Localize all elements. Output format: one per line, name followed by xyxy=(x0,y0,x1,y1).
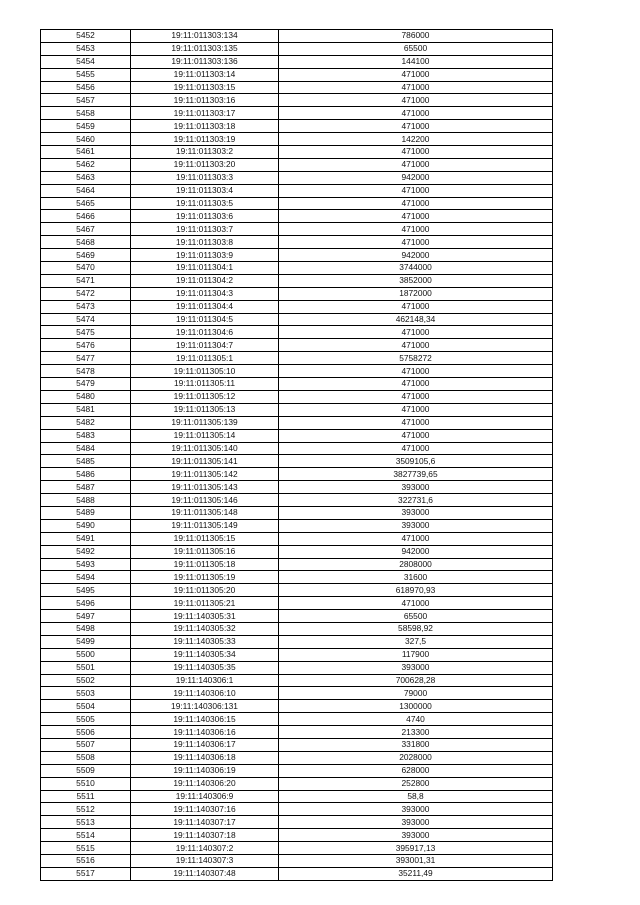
value-cell: 471000 xyxy=(279,326,553,339)
row-number-cell: 5497 xyxy=(41,610,131,623)
value-cell: 471000 xyxy=(279,197,553,210)
row-number-cell: 5461 xyxy=(41,146,131,159)
value-cell: 393000 xyxy=(279,829,553,842)
row-number-cell: 5492 xyxy=(41,545,131,558)
table-row xyxy=(41,842,553,855)
value-cell: 393000 xyxy=(279,661,553,674)
cadastral-number-cell: 19:11:011303:3 xyxy=(131,171,279,184)
table-row xyxy=(41,532,553,545)
table-row xyxy=(41,829,553,842)
cadastral-number-cell: 19:11:011303:136 xyxy=(131,55,279,68)
cadastral-number-cell: 19:11:011303:18 xyxy=(131,120,279,133)
row-number-cell: 5512 xyxy=(41,803,131,816)
row-number-cell: 5509 xyxy=(41,764,131,777)
value-cell: 65500 xyxy=(279,610,553,623)
value-cell: 471000 xyxy=(279,184,553,197)
row-number-cell: 5477 xyxy=(41,352,131,365)
value-cell: 65500 xyxy=(279,42,553,55)
row-number-cell: 5501 xyxy=(41,661,131,674)
table-row xyxy=(41,42,553,55)
cadastral-number-cell: 19:11:011305:149 xyxy=(131,519,279,532)
value-cell: 2808000 xyxy=(279,558,553,571)
data-table xyxy=(40,29,553,881)
value-cell: 471000 xyxy=(279,416,553,429)
row-number-cell: 5456 xyxy=(41,81,131,94)
table-row xyxy=(41,30,553,43)
row-number-cell: 5469 xyxy=(41,249,131,262)
table-row xyxy=(41,197,553,210)
table-row xyxy=(41,68,553,81)
row-number-cell: 5485 xyxy=(41,455,131,468)
table-row xyxy=(41,274,553,287)
table-row xyxy=(41,107,553,120)
table-row xyxy=(41,687,553,700)
cadastral-number-cell: 19:11:011305:10 xyxy=(131,365,279,378)
value-cell: 252800 xyxy=(279,777,553,790)
value-cell: 471000 xyxy=(279,300,553,313)
table-row xyxy=(41,713,553,726)
table-row xyxy=(41,249,553,262)
table-row xyxy=(41,390,553,403)
row-number-cell: 5507 xyxy=(41,738,131,751)
cadastral-number-cell: 19:11:140306:9 xyxy=(131,790,279,803)
table-row xyxy=(41,738,553,751)
value-cell: 471000 xyxy=(279,442,553,455)
table-row xyxy=(41,146,553,159)
table-row xyxy=(41,571,553,584)
value-cell: 327,5 xyxy=(279,635,553,648)
row-number-cell: 5483 xyxy=(41,429,131,442)
table-row xyxy=(41,326,553,339)
row-number-cell: 5503 xyxy=(41,687,131,700)
table-row xyxy=(41,81,553,94)
table-row xyxy=(41,867,553,880)
row-number-cell: 5467 xyxy=(41,223,131,236)
value-cell: 5758272 xyxy=(279,352,553,365)
value-cell: 1300000 xyxy=(279,700,553,713)
table-row xyxy=(41,545,553,558)
row-number-cell: 5472 xyxy=(41,287,131,300)
table-row xyxy=(41,403,553,416)
table-row xyxy=(41,777,553,790)
table-row xyxy=(41,339,553,352)
table-row xyxy=(41,416,553,429)
cadastral-number-cell: 19:11:140306:19 xyxy=(131,764,279,777)
cadastral-number-cell: 19:11:011305:14 xyxy=(131,429,279,442)
cadastral-number-cell: 19:11:140306:131 xyxy=(131,700,279,713)
value-cell: 786000 xyxy=(279,30,553,43)
value-cell: 393000 xyxy=(279,803,553,816)
table-row xyxy=(41,455,553,468)
value-cell: 471000 xyxy=(279,158,553,171)
table-row xyxy=(41,751,553,764)
value-cell: 213300 xyxy=(279,726,553,739)
table-row xyxy=(41,506,553,519)
cadastral-number-cell: 19:11:011303:134 xyxy=(131,30,279,43)
row-number-cell: 5498 xyxy=(41,622,131,635)
row-number-cell: 5488 xyxy=(41,494,131,507)
row-number-cell: 5494 xyxy=(41,571,131,584)
row-number-cell: 5458 xyxy=(41,107,131,120)
value-cell: 79000 xyxy=(279,687,553,700)
row-number-cell: 5459 xyxy=(41,120,131,133)
table-row xyxy=(41,610,553,623)
table-row xyxy=(41,158,553,171)
cadastral-number-cell: 19:11:140305:33 xyxy=(131,635,279,648)
table-row xyxy=(41,622,553,635)
row-number-cell: 5455 xyxy=(41,68,131,81)
cadastral-number-cell: 19:11:011305:148 xyxy=(131,506,279,519)
cadastral-number-cell: 19:11:011305:143 xyxy=(131,481,279,494)
cadastral-number-cell: 19:11:011304:2 xyxy=(131,274,279,287)
row-number-cell: 5487 xyxy=(41,481,131,494)
cadastral-number-cell: 19:11:140307:48 xyxy=(131,867,279,880)
value-cell: 58,8 xyxy=(279,790,553,803)
table-row xyxy=(41,236,553,249)
value-cell: 3744000 xyxy=(279,262,553,275)
cadastral-number-cell: 19:11:140306:16 xyxy=(131,726,279,739)
value-cell: 628000 xyxy=(279,764,553,777)
row-number-cell: 5482 xyxy=(41,416,131,429)
cadastral-number-cell: 19:11:140306:10 xyxy=(131,687,279,700)
cadastral-number-cell: 19:11:011303:5 xyxy=(131,197,279,210)
row-number-cell: 5471 xyxy=(41,274,131,287)
cadastral-number-cell: 19:11:011303:14 xyxy=(131,68,279,81)
value-cell: 3852000 xyxy=(279,274,553,287)
table-row xyxy=(41,365,553,378)
value-cell: 942000 xyxy=(279,249,553,262)
row-number-cell: 5460 xyxy=(41,133,131,146)
table-row xyxy=(41,855,553,868)
table-row xyxy=(41,494,553,507)
row-number-cell: 5478 xyxy=(41,365,131,378)
value-cell: 471000 xyxy=(279,120,553,133)
cadastral-number-cell: 19:11:011303:7 xyxy=(131,223,279,236)
cadastral-number-cell: 19:11:011305:21 xyxy=(131,597,279,610)
table-row xyxy=(41,597,553,610)
value-cell: 942000 xyxy=(279,545,553,558)
table-row xyxy=(41,674,553,687)
cadastral-number-cell: 19:11:011303:4 xyxy=(131,184,279,197)
value-cell: 322731,6 xyxy=(279,494,553,507)
table-row xyxy=(41,184,553,197)
table-row xyxy=(41,223,553,236)
value-cell: 471000 xyxy=(279,236,553,249)
row-number-cell: 5510 xyxy=(41,777,131,790)
cadastral-number-cell: 19:11:011305:12 xyxy=(131,390,279,403)
value-cell: 471000 xyxy=(279,223,553,236)
value-cell: 471000 xyxy=(279,390,553,403)
value-cell: 471000 xyxy=(279,68,553,81)
cadastral-number-cell: 19:11:011303:20 xyxy=(131,158,279,171)
table-row xyxy=(41,300,553,313)
value-cell: 393000 xyxy=(279,816,553,829)
cadastral-number-cell: 19:11:011304:7 xyxy=(131,339,279,352)
value-cell: 331800 xyxy=(279,738,553,751)
row-number-cell: 5484 xyxy=(41,442,131,455)
table-row xyxy=(41,120,553,133)
cadastral-number-cell: 19:11:011305:139 xyxy=(131,416,279,429)
row-number-cell: 5453 xyxy=(41,42,131,55)
table-row xyxy=(41,558,553,571)
cadastral-number-cell: 19:11:011305:142 xyxy=(131,468,279,481)
cadastral-number-cell: 19:11:011303:9 xyxy=(131,249,279,262)
table-row xyxy=(41,171,553,184)
value-cell: 393000 xyxy=(279,506,553,519)
value-cell: 393000 xyxy=(279,519,553,532)
cadastral-number-cell: 19:11:140306:18 xyxy=(131,751,279,764)
table-row xyxy=(41,635,553,648)
cadastral-number-cell: 19:11:011305:11 xyxy=(131,378,279,391)
value-cell: 462148,34 xyxy=(279,313,553,326)
value-cell: 3827739,65 xyxy=(279,468,553,481)
row-number-cell: 5452 xyxy=(41,30,131,43)
value-cell: 31600 xyxy=(279,571,553,584)
row-number-cell: 5516 xyxy=(41,855,131,868)
cadastral-number-cell: 19:11:140306:20 xyxy=(131,777,279,790)
table-row xyxy=(41,816,553,829)
cadastral-number-cell: 19:11:140305:31 xyxy=(131,610,279,623)
value-cell: 35211,49 xyxy=(279,867,553,880)
cadastral-number-cell: 19:11:011305:13 xyxy=(131,403,279,416)
row-number-cell: 5491 xyxy=(41,532,131,545)
table-row xyxy=(41,584,553,597)
value-cell: 471000 xyxy=(279,339,553,352)
table-row xyxy=(41,803,553,816)
table-row xyxy=(41,352,553,365)
value-cell: 471000 xyxy=(279,94,553,107)
row-number-cell: 5505 xyxy=(41,713,131,726)
cadastral-number-cell: 19:11:140305:35 xyxy=(131,661,279,674)
row-number-cell: 5517 xyxy=(41,867,131,880)
table-body xyxy=(41,30,553,881)
value-cell: 471000 xyxy=(279,81,553,94)
cadastral-number-cell: 19:11:140307:18 xyxy=(131,829,279,842)
value-cell: 618970,93 xyxy=(279,584,553,597)
cadastral-number-cell: 19:11:140306:15 xyxy=(131,713,279,726)
value-cell: 471000 xyxy=(279,210,553,223)
cadastral-number-cell: 19:11:140307:2 xyxy=(131,842,279,855)
table-row xyxy=(41,648,553,661)
table-row xyxy=(41,287,553,300)
table-row xyxy=(41,519,553,532)
row-number-cell: 5496 xyxy=(41,597,131,610)
cadastral-number-cell: 19:11:011304:4 xyxy=(131,300,279,313)
cadastral-number-cell: 19:11:011303:8 xyxy=(131,236,279,249)
row-number-cell: 5490 xyxy=(41,519,131,532)
table-row xyxy=(41,468,553,481)
row-number-cell: 5515 xyxy=(41,842,131,855)
value-cell: 393001,31 xyxy=(279,855,553,868)
value-cell: 942000 xyxy=(279,171,553,184)
value-cell: 2028000 xyxy=(279,751,553,764)
value-cell: 471000 xyxy=(279,146,553,159)
row-number-cell: 5511 xyxy=(41,790,131,803)
cadastral-number-cell: 19:11:011303:16 xyxy=(131,94,279,107)
cadastral-number-cell: 19:11:140305:32 xyxy=(131,622,279,635)
row-number-cell: 5473 xyxy=(41,300,131,313)
table-row xyxy=(41,133,553,146)
value-cell: 471000 xyxy=(279,378,553,391)
row-number-cell: 5466 xyxy=(41,210,131,223)
cadastral-number-cell: 19:11:011303:6 xyxy=(131,210,279,223)
cadastral-number-cell: 19:11:011303:17 xyxy=(131,107,279,120)
value-cell: 471000 xyxy=(279,365,553,378)
value-cell: 4740 xyxy=(279,713,553,726)
cadastral-number-cell: 19:11:011304:5 xyxy=(131,313,279,326)
row-number-cell: 5465 xyxy=(41,197,131,210)
value-cell: 58598,92 xyxy=(279,622,553,635)
row-number-cell: 5506 xyxy=(41,726,131,739)
row-number-cell: 5480 xyxy=(41,390,131,403)
value-cell: 471000 xyxy=(279,597,553,610)
table-row xyxy=(41,661,553,674)
row-number-cell: 5513 xyxy=(41,816,131,829)
table-row xyxy=(41,442,553,455)
cadastral-number-cell: 19:11:011304:6 xyxy=(131,326,279,339)
row-number-cell: 5499 xyxy=(41,635,131,648)
table-row xyxy=(41,378,553,391)
value-cell: 471000 xyxy=(279,403,553,416)
table-row xyxy=(41,313,553,326)
row-number-cell: 5504 xyxy=(41,700,131,713)
table-row xyxy=(41,94,553,107)
table-row xyxy=(41,481,553,494)
row-number-cell: 5462 xyxy=(41,158,131,171)
row-number-cell: 5457 xyxy=(41,94,131,107)
cadastral-number-cell: 19:11:140306:17 xyxy=(131,738,279,751)
value-cell: 393000 xyxy=(279,481,553,494)
value-cell: 3509105,6 xyxy=(279,455,553,468)
row-number-cell: 5481 xyxy=(41,403,131,416)
row-number-cell: 5500 xyxy=(41,648,131,661)
cadastral-number-cell: 19:11:140305:34 xyxy=(131,648,279,661)
row-number-cell: 5468 xyxy=(41,236,131,249)
cadastral-number-cell: 19:11:011303:19 xyxy=(131,133,279,146)
table-row xyxy=(41,262,553,275)
cadastral-number-cell: 19:11:011305:18 xyxy=(131,558,279,571)
cadastral-number-cell: 19:11:011303:15 xyxy=(131,81,279,94)
cadastral-number-cell: 19:11:011305:16 xyxy=(131,545,279,558)
row-number-cell: 5493 xyxy=(41,558,131,571)
cadastral-number-cell: 19:11:011305:15 xyxy=(131,532,279,545)
table-row xyxy=(41,55,553,68)
value-cell: 395917,13 xyxy=(279,842,553,855)
row-number-cell: 5479 xyxy=(41,378,131,391)
table-row xyxy=(41,429,553,442)
cadastral-number-cell: 19:11:011305:141 xyxy=(131,455,279,468)
table-row xyxy=(41,790,553,803)
cadastral-number-cell: 19:11:140307:3 xyxy=(131,855,279,868)
value-cell: 471000 xyxy=(279,107,553,120)
cadastral-number-cell: 19:11:011304:3 xyxy=(131,287,279,300)
table-row xyxy=(41,700,553,713)
value-cell: 142200 xyxy=(279,133,553,146)
cadastral-number-cell: 19:11:011305:20 xyxy=(131,584,279,597)
value-cell: 471000 xyxy=(279,429,553,442)
row-number-cell: 5489 xyxy=(41,506,131,519)
value-cell: 144100 xyxy=(279,55,553,68)
value-cell: 700628,28 xyxy=(279,674,553,687)
row-number-cell: 5470 xyxy=(41,262,131,275)
cadastral-number-cell: 19:11:140307:16 xyxy=(131,803,279,816)
table-row xyxy=(41,726,553,739)
value-cell: 1872000 xyxy=(279,287,553,300)
table-row xyxy=(41,210,553,223)
cadastral-number-cell: 19:11:011304:1 xyxy=(131,262,279,275)
row-number-cell: 5454 xyxy=(41,55,131,68)
row-number-cell: 5486 xyxy=(41,468,131,481)
value-cell: 117900 xyxy=(279,648,553,661)
table-row xyxy=(41,764,553,777)
row-number-cell: 5476 xyxy=(41,339,131,352)
row-number-cell: 5464 xyxy=(41,184,131,197)
row-number-cell: 5495 xyxy=(41,584,131,597)
row-number-cell: 5514 xyxy=(41,829,131,842)
row-number-cell: 5463 xyxy=(41,171,131,184)
cadastral-number-cell: 19:11:140307:17 xyxy=(131,816,279,829)
row-number-cell: 5502 xyxy=(41,674,131,687)
value-cell: 471000 xyxy=(279,532,553,545)
cadastral-number-cell: 19:11:011303:2 xyxy=(131,146,279,159)
cadastral-number-cell: 19:11:011305:19 xyxy=(131,571,279,584)
cadastral-number-cell: 19:11:011305:1 xyxy=(131,352,279,365)
cadastral-number-cell: 19:11:140306:1 xyxy=(131,674,279,687)
cadastral-number-cell: 19:11:011305:140 xyxy=(131,442,279,455)
row-number-cell: 5474 xyxy=(41,313,131,326)
row-number-cell: 5508 xyxy=(41,751,131,764)
cadastral-number-cell: 19:11:011303:135 xyxy=(131,42,279,55)
cadastral-number-cell: 19:11:011305:146 xyxy=(131,494,279,507)
row-number-cell: 5475 xyxy=(41,326,131,339)
